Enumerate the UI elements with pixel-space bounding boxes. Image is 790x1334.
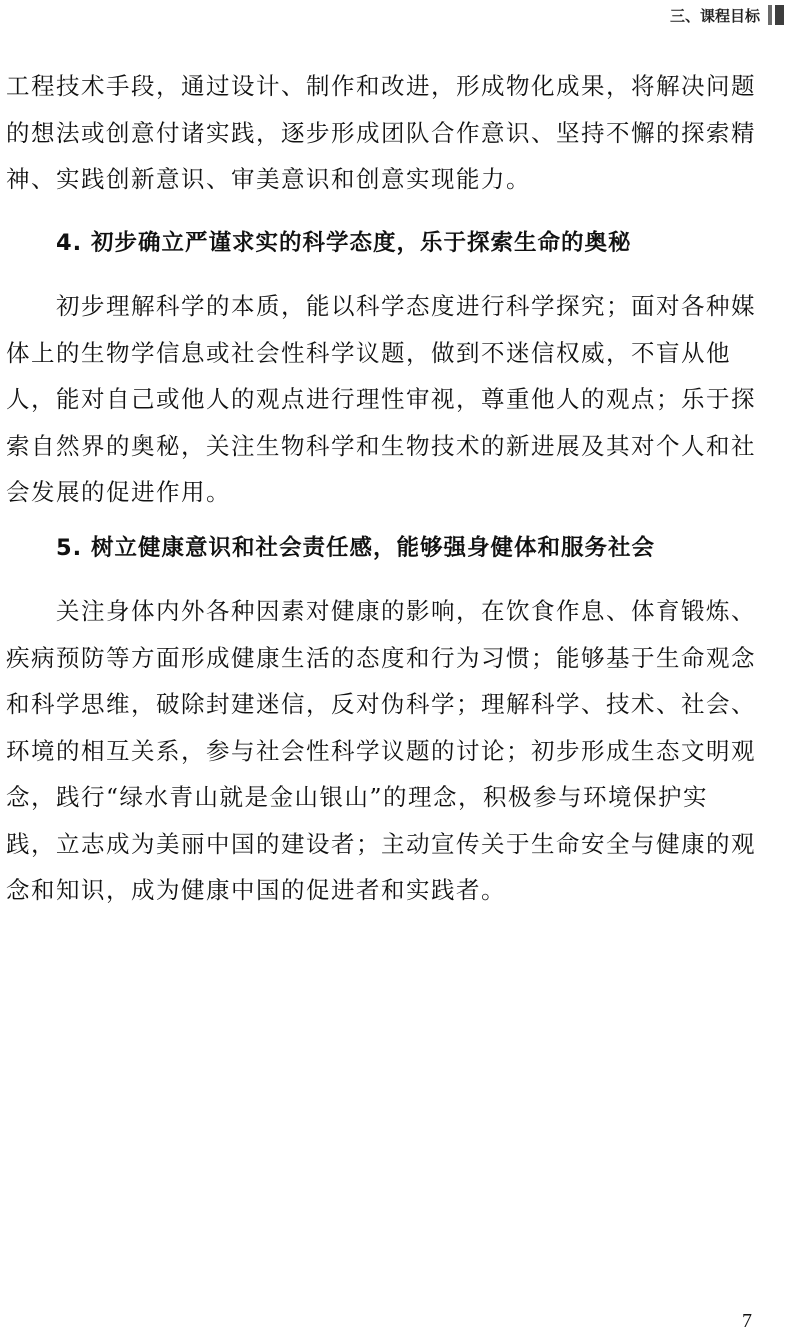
- paragraph-line: 环境的相互关系，参与社会性科学议题的讨论；初步形成生态文明观: [6, 736, 756, 765]
- page-number: 7: [742, 1310, 752, 1332]
- paragraph-line: 的想法或创意付诸实践，逐步形成团队合作意识、坚持不懈的探索精: [6, 118, 756, 147]
- paragraph-line: 践，立志成为美丽中国的建设者；主动宣传关于生命安全与健康的观: [6, 829, 756, 858]
- section-4-heading: 4. 初步确立严谨求实的科学态度，乐于探索生命的奥秘: [56, 230, 632, 256]
- paragraph-line: 会发展的促进作用。: [6, 478, 231, 506]
- paragraph-line: 初步理解科学的本质，能以科学态度进行科学探究；面对各种媒: [6, 292, 756, 320]
- section-5-heading: 5. 树立健康意识和社会责任感，能够强身健体和服务社会: [56, 535, 656, 561]
- paragraph-line: 和科学思维，破除封建迷信，反对伪科学；理解科学、技术、社会、: [6, 690, 756, 718]
- paragraph-line: 人，能对自己或他人的观点进行理性审视，尊重他人的观点；乐于探: [6, 385, 756, 413]
- paragraph-line: 念，践行“绿水青山就是金山银山”的理念，积极参与环境保护实: [6, 783, 709, 811]
- header-bar-decoration: [775, 5, 784, 25]
- section-4-paragraph: [6, 283, 766, 516]
- paragraph-line: 工程技术手段，通过设计、制作和改进，形成物化成果，将解决问题: [6, 72, 756, 100]
- paragraph-line: 体上的生物学信息或社会性科学议题，做到不迷信权威，不盲从他: [6, 338, 731, 367]
- intro-paragraph: [6, 63, 766, 203]
- paragraph-line: 索自然界的奥秘，关注生物科学和生物技术的新进展及其对个人和社: [6, 431, 756, 460]
- header-bar-decoration: [768, 5, 772, 25]
- section-5-paragraph: [6, 588, 766, 914]
- section-title: 三、课程目标: [669, 6, 760, 25]
- paragraph-line: 念和知识，成为健康中国的促进者和实践者。: [6, 876, 506, 904]
- paragraph-line: 疾病预防等方面形成健康生活的态度和行为习惯；能够基于生命观念: [6, 643, 756, 672]
- paragraph-line: 神、实践创新意识、审美意识和创意实现能力。: [6, 165, 531, 193]
- running-header: [670, 4, 784, 26]
- paragraph-line: 关注身体内外各种因素对健康的影响，在饮食作息、体育锻炼、: [6, 597, 756, 625]
